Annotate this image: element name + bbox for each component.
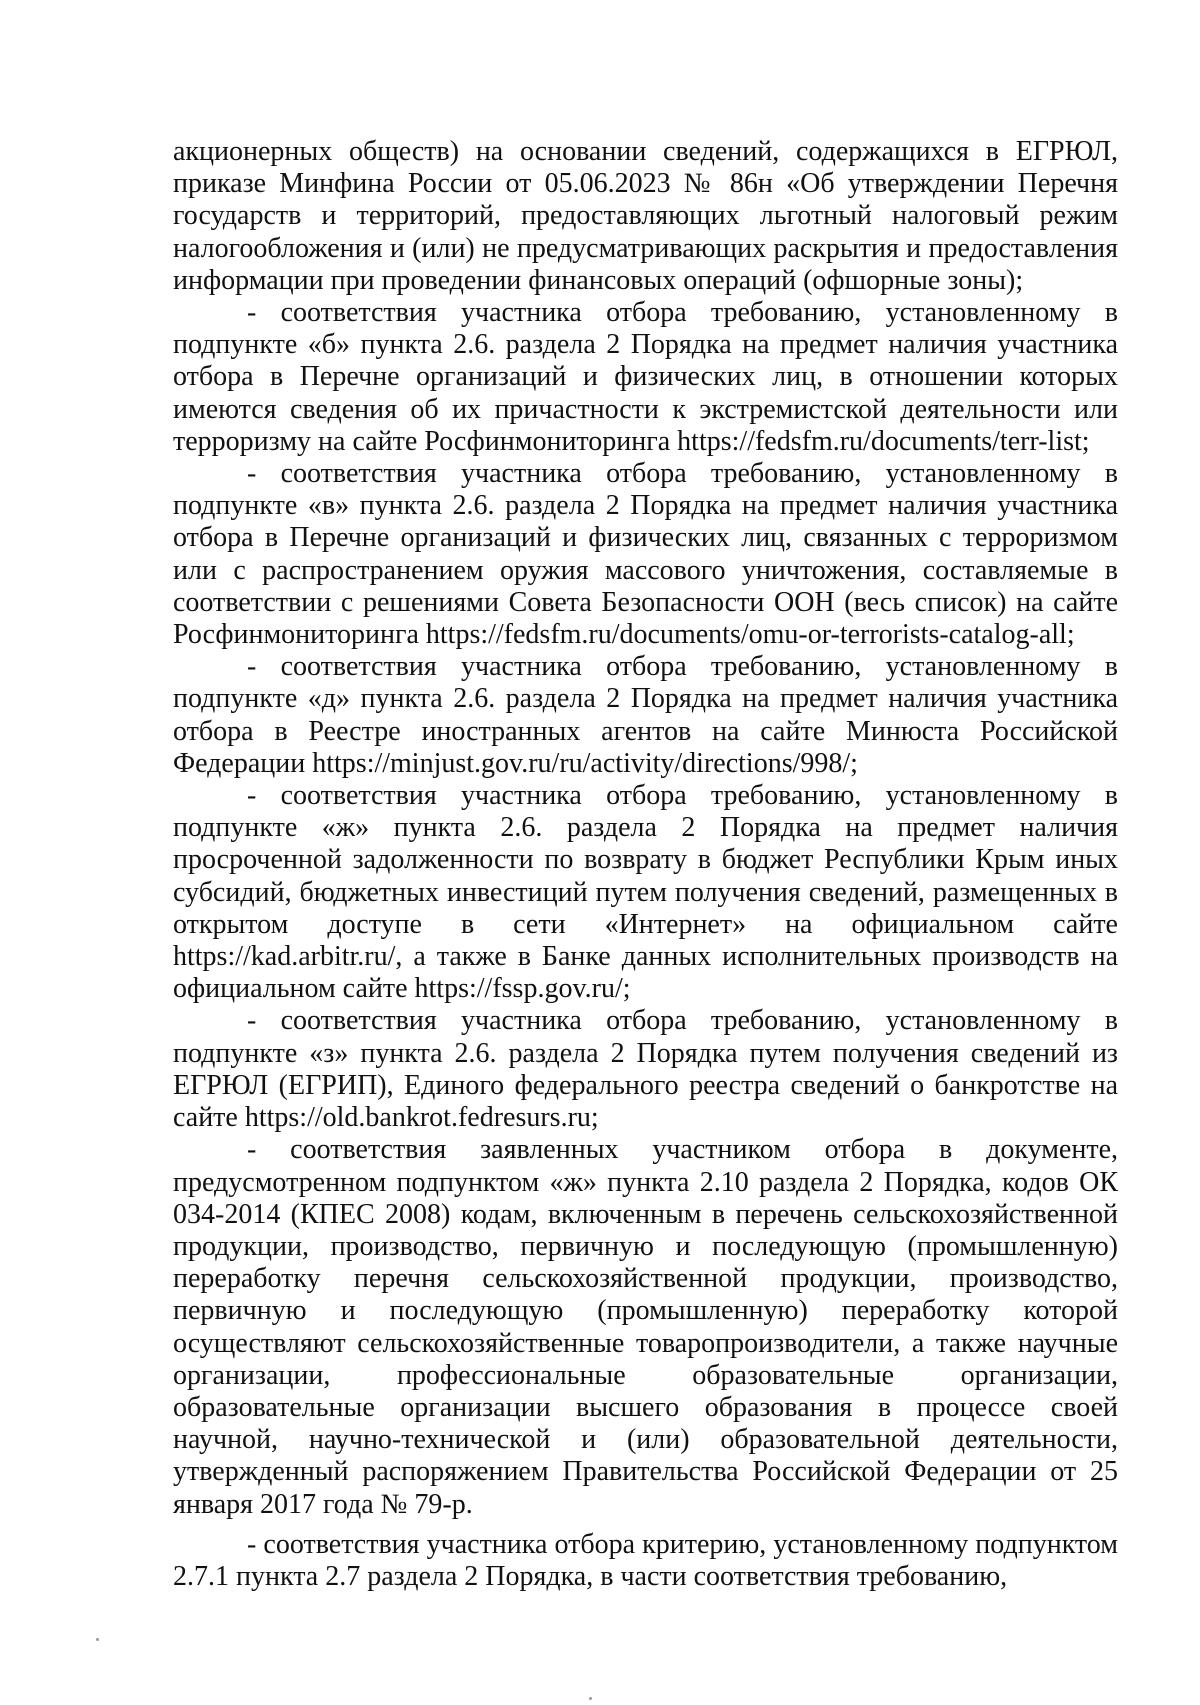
- paragraph-offshore-zones: акционерных обществ) на основании сведений, содержащихся в ЕГРЮЛ, приказе Минфина России от 05.06.2023 № 86н «Об утверждении Перечня государств и территорий, предоставляющих льготный налоговый режим налогообложения и (или) не предусматривающих раскрытия и предоставления информации при проведении финансовых операций (офшорные зоны);: [173, 136, 1118, 296]
- scan-speck: [589, 1697, 592, 1700]
- paragraph-terrorism-wmd-check: - соответствия участника отбора требованию, установленному в подпункте «в» пункта 2.6. раздела 2 Порядка на предмет наличия участника отбора в Перечне организаций и физических лиц, связанных с терроризмом или с распространением оружия массового уничтожения, составляемые в соответствии с решениями Совета Безопасности ООН (весь список) на сайте Росфинмониторинга https://fedsfm.ru/documents/omu-or-terrorists-catalog-all;: [173, 458, 1118, 651]
- paragraph-criterion-check: - соответствия участника отбора критерию, установленному подпунктом 2.7.1 пункта 2.7 раздела 2 Порядка, в части соответствия требованию,: [173, 1528, 1118, 1592]
- paragraph-bankruptcy-check: - соответствия участника отбора требованию, установленному в подпункте «з» пункта 2.6. раздела 2 Порядка путем получения сведений из ЕГРЮЛ (ЕГРИП), Единого федерального реестра сведений о банкротстве на сайте https://old.bankrot.fedresurs.ru;: [173, 1005, 1118, 1134]
- paragraph-okpd-codes-check: - соответствия заявленных участником отбора в документе, предусмотренном подпунктом «ж» пункта 2.10 раздела 2 Порядка, кодов ОК 034-2014 (КПЕС 2008) кодам, включенным в перечень сельскохозяйственной продукции, производство, первичную и последующую (промышленную) переработку перечня сельскохозяйственной продукции, производство, первичную и последующую (промышленную) переработку которой осуществляют сельскохозяйственные товаропроизводители, а также научные организации, профессиональные образовательные организации, образовательные организации высшего образования в процессе своей научной, научно-технической и (или) образовательной деятельности, утвержденный распоряжением Правительства Российской Федерации от 25 января 2017 года № 79-р.: [173, 1134, 1118, 1520]
- paragraph-extremism-check: - соответствия участника отбора требованию, установленному в подпункте «б» пункта 2.6. раздела 2 Порядка на предмет наличия участника отбора в Перечне организаций и физических лиц, в отношении которых имеются сведения об их причастности к экстремистской деятельности или терроризму на сайте Росфинмониторинга https://fedsfm.ru/documents/terr-list;: [173, 297, 1118, 457]
- paragraph-foreign-agents-check: - соответствия участника отбора требованию, установленному в подпункте «д» пункта 2.6. раздела 2 Порядка на предмет наличия участника отбора в Реестре иностранных агентов на сайте Минюста Российской Федерации https://minjust.gov.ru/ru/activity/directions/998/;: [173, 651, 1118, 779]
- document-body: [173, 136, 1118, 1593]
- scan-speck: [96, 1638, 99, 1641]
- paragraph-overdue-debt-check: - соответствия участника отбора требованию, установленному в подпункте «ж» пункта 2.6. раздела 2 Порядка на предмет наличия просроченной задолженности по возврату в бюджет Республики Крым иных субсидий, бюджетных инвестиций путем получения сведений, размещенных в открытом доступе в сети «Интернет» на официальном сайте https://kad.arbitr.ru/, а также в Банке данных исполнительных производств на официальном сайте https://fssp.gov.ru/;: [173, 780, 1118, 1005]
